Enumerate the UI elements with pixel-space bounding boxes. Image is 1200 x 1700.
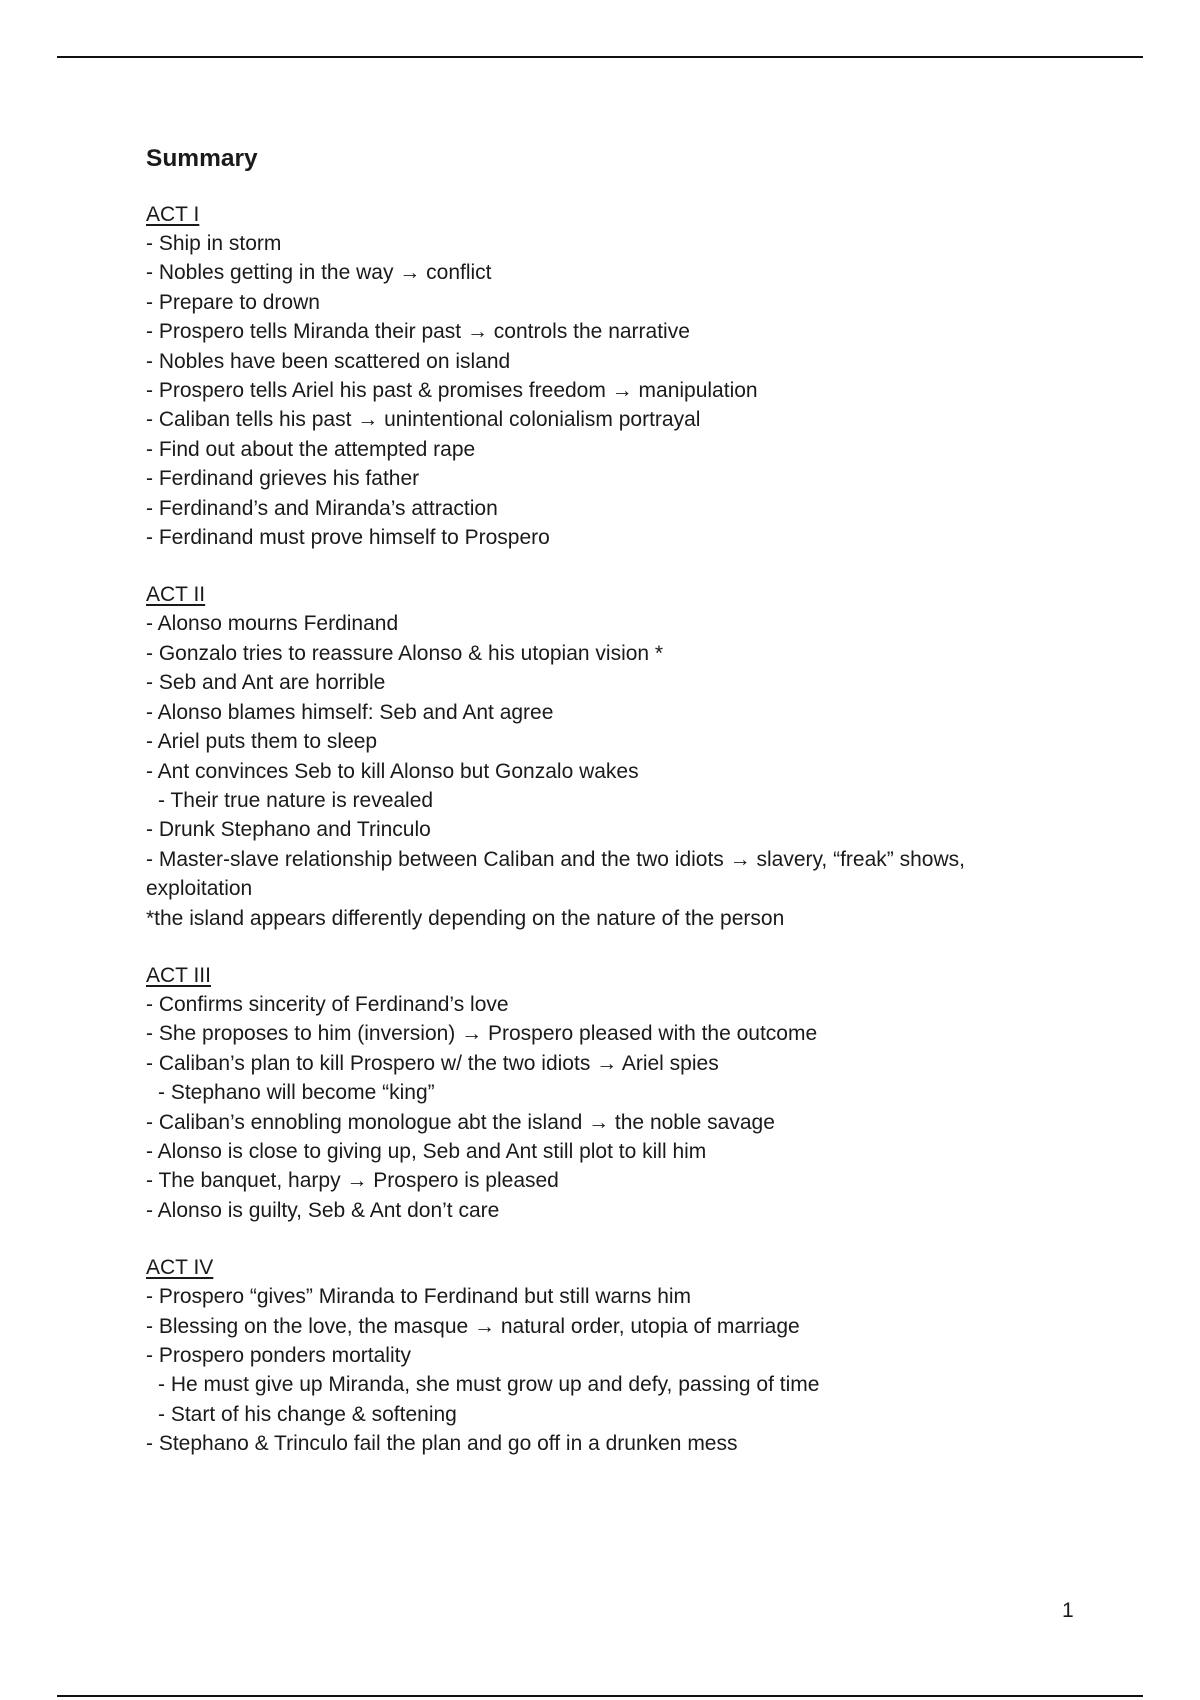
acts-container xyxy=(146,200,1066,1459)
bullet-line: - Gonzalo tries to reassure Alonso & his utopian vision * xyxy=(146,641,664,665)
act-section xyxy=(146,1253,1066,1458)
sub-bullet-line: - Their true nature is revealed xyxy=(158,788,434,812)
top-rule xyxy=(57,56,1143,58)
bullet-line: - Master-slave relationship between Caliban and the two idiots → slavery, “freak” shows, exploitation xyxy=(146,847,965,901)
bullet-line: - Alonso blames himself: Seb and Ant agree xyxy=(146,700,554,724)
bullet-line: - The banquet, harpy → Prospero is pleased xyxy=(146,1169,559,1193)
bullet-line: *the island appears differently depending on the nature of the person xyxy=(146,906,785,930)
bullet-line: - Ariel puts them to sleep xyxy=(146,730,378,754)
bullet-line: - Drunk Stephano and Trinculo xyxy=(146,818,431,842)
bullet-line: - Prospero “gives” Miranda to Ferdinand but still warns him xyxy=(146,1285,692,1309)
bullet-line: - Ship in storm xyxy=(146,232,282,255)
bullet-line: - She proposes to him (inversion) → Prospero pleased with the outcome xyxy=(146,1022,818,1046)
act-heading: ACT I xyxy=(146,203,200,226)
bullet-line: - Blessing on the love, the masque → natural order, utopia of marriage xyxy=(146,1314,800,1338)
bullet-line: - Caliban’s ennobling monologue abt the island → the noble savage xyxy=(146,1110,775,1134)
act-heading: ACT IV xyxy=(146,1256,214,1280)
bullet-line: - Alonso is guilty, Seb & Ant don’t care xyxy=(146,1198,500,1222)
bullet-line: - Ferdinand must prove himself to Prospero xyxy=(146,526,550,550)
act-section xyxy=(146,961,1066,1225)
bullet-line: - Find out about the attempted rape xyxy=(146,437,476,461)
bullet-line: - Alonso mourns Ferdinand xyxy=(146,612,399,636)
page-number: 1 xyxy=(1062,1599,1074,1622)
bullet-line: - Stephano & Trinculo fail the plan and go off in a drunken mess xyxy=(146,1432,738,1456)
bottom-rule xyxy=(57,1695,1143,1697)
act-heading: ACT III xyxy=(146,963,211,987)
bullet-line: - Caliban’s plan to kill Prospero w/ the two idiots → Ariel spies xyxy=(146,1051,719,1075)
bullet-line: - Confirms sincerity of Ferdinand’s love xyxy=(146,992,509,1016)
act-section xyxy=(146,200,1066,552)
bullet-line: - Ant convinces Seb to kill Alonso but Gonzalo wakes xyxy=(146,759,639,783)
bullet-line: - Prospero tells Ariel his past & promises freedom → manipulation xyxy=(146,379,758,403)
page-title: Summary xyxy=(146,145,258,172)
bullet-line: - Prospero ponders mortality xyxy=(146,1344,411,1367)
bullet-line: - Nobles getting in the way → conflict xyxy=(146,261,492,285)
bullet-line: - Prepare to drown xyxy=(146,290,320,314)
bullet-line: - Ferdinand grieves his father xyxy=(146,467,420,491)
document-body xyxy=(146,144,1066,1487)
sub-bullet-line: - Stephano will become “king” xyxy=(158,1081,435,1105)
sub-bullet-line: - He must give up Miranda, she must grow up and defy, passing of time xyxy=(158,1373,820,1397)
bullet-line: - Prospero tells Miranda their past → controls the narrative xyxy=(146,320,690,344)
act-heading: ACT II xyxy=(146,583,206,607)
bullet-line: - Seb and Ant are horrible xyxy=(146,671,386,695)
sub-bullet-line: - Start of his change & softening xyxy=(158,1402,457,1426)
bullet-line: - Nobles have been scattered on island xyxy=(146,349,511,373)
act-section xyxy=(146,580,1066,932)
bullet-line: - Alonso is close to giving up, Seb and Ant still plot to kill him xyxy=(146,1139,707,1163)
bullet-line: - Ferdinand’s and Miranda’s attraction xyxy=(146,496,498,520)
bullet-line: - Caliban tells his past → unintentional colonialism portrayal xyxy=(146,408,701,432)
